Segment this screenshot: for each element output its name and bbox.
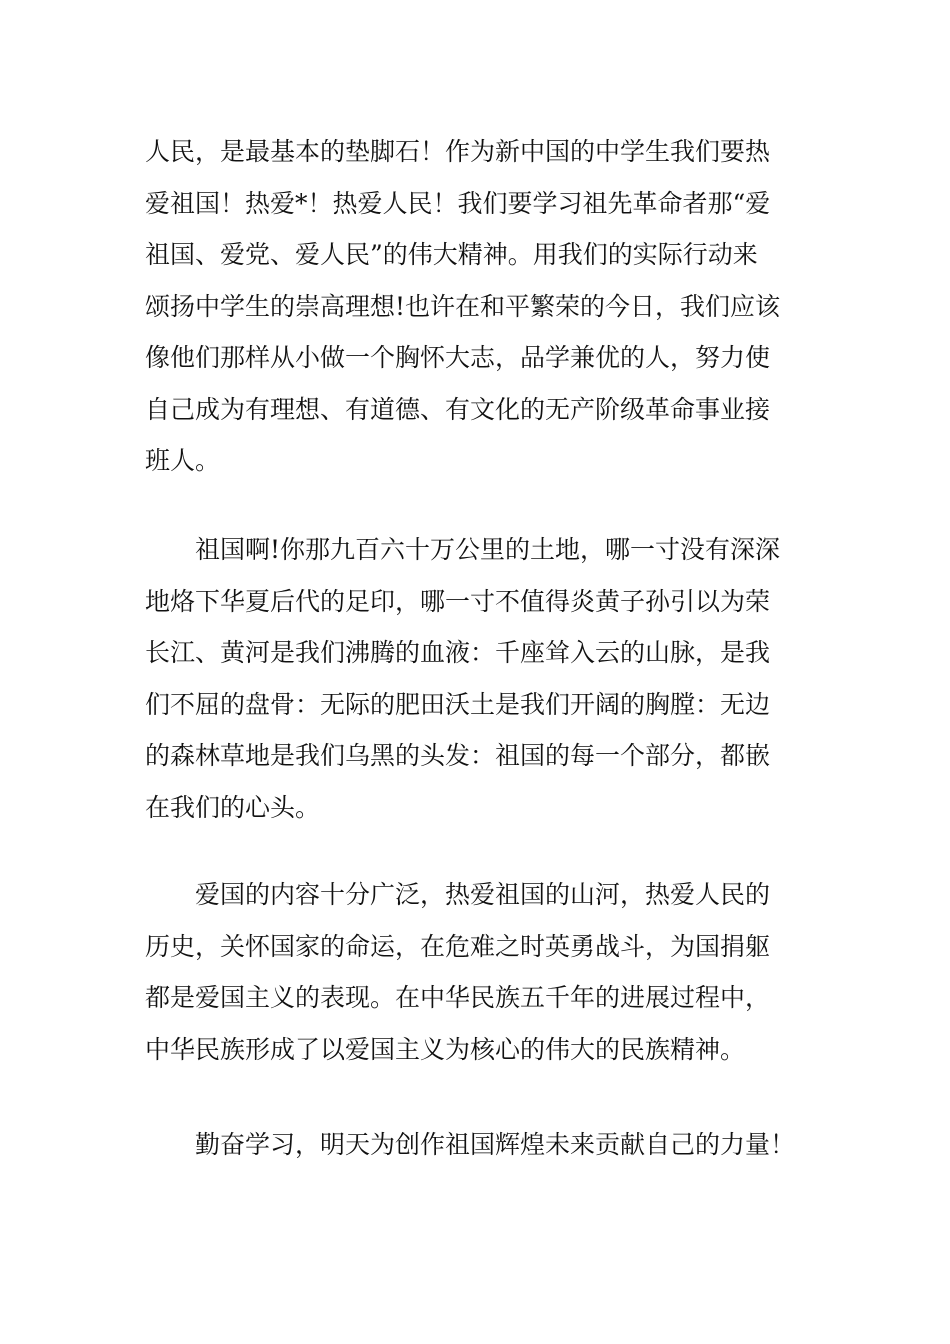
paragraph-line: 爱国的内容十分广泛，热爱祖国的山河，热爱人民的 (195, 880, 771, 909)
paragraph-line: 自己成为有理想、有道德、有文化的无产阶级革命事业接 (145, 394, 771, 424)
paragraph-line: 历史，关怀国家的命运，在危难之时英勇战斗，为国捐躯 (145, 931, 771, 961)
paragraph-3 (145, 869, 815, 1075)
paragraph-line: 地烙下华夏后代的足印，哪一寸不值得炎黄子孙引以为荣 (145, 586, 771, 616)
paragraph-line: 爱祖国！热爱*！热爱人民！我们要学习祖先革命者那“爱 (145, 188, 771, 218)
paragraph-line: 像他们那样从小做一个胸怀大志，品学兼优的人，努力使 (145, 343, 771, 372)
paragraph-line: 祖国啊!你那九百六十万公里的土地，哪一寸没有深深 (195, 535, 781, 564)
paragraph-line: 勤奋学习，明天为创作祖国辉煌未来贡献自己的力量！ (195, 1130, 796, 1159)
paragraph-line: 中华民族形成了以爱国主义为核心的伟大的民族精神。 (145, 1034, 746, 1064)
paragraph-line: 人民，是最基本的垫脚石！作为新中国的中学生我们要热 (145, 137, 771, 166)
paragraph-line: 的森林草地是我们乌黑的头发：祖国的每一个部分，都嵌 (145, 741, 771, 770)
paragraph-line: 班人。 (145, 446, 221, 475)
paragraph-1 (145, 126, 815, 487)
paragraph-line: 在我们的心头。 (145, 792, 321, 822)
paragraph-line: 们不屈的盘骨：无际的肥田沃土是我们开阔的胸膛：无边 (145, 689, 771, 719)
paragraph-4 (145, 1119, 815, 1171)
paragraph-line: 祖国、爱党、爱人民”的伟大精神。用我们的实际行动来 (145, 240, 758, 269)
paragraph-line: 长江、黄河是我们沸腾的血液：千座耸入云的山脉，是我 (145, 638, 771, 667)
paragraph-line: 都是爱国主义的表现。在中华民族五千年的进展过程中， (145, 983, 771, 1012)
paragraph-line: 颂扬中学生的崇高理想!也许在和平繁荣的今日，我们应该 (145, 291, 781, 321)
paragraph-2 (145, 524, 815, 833)
